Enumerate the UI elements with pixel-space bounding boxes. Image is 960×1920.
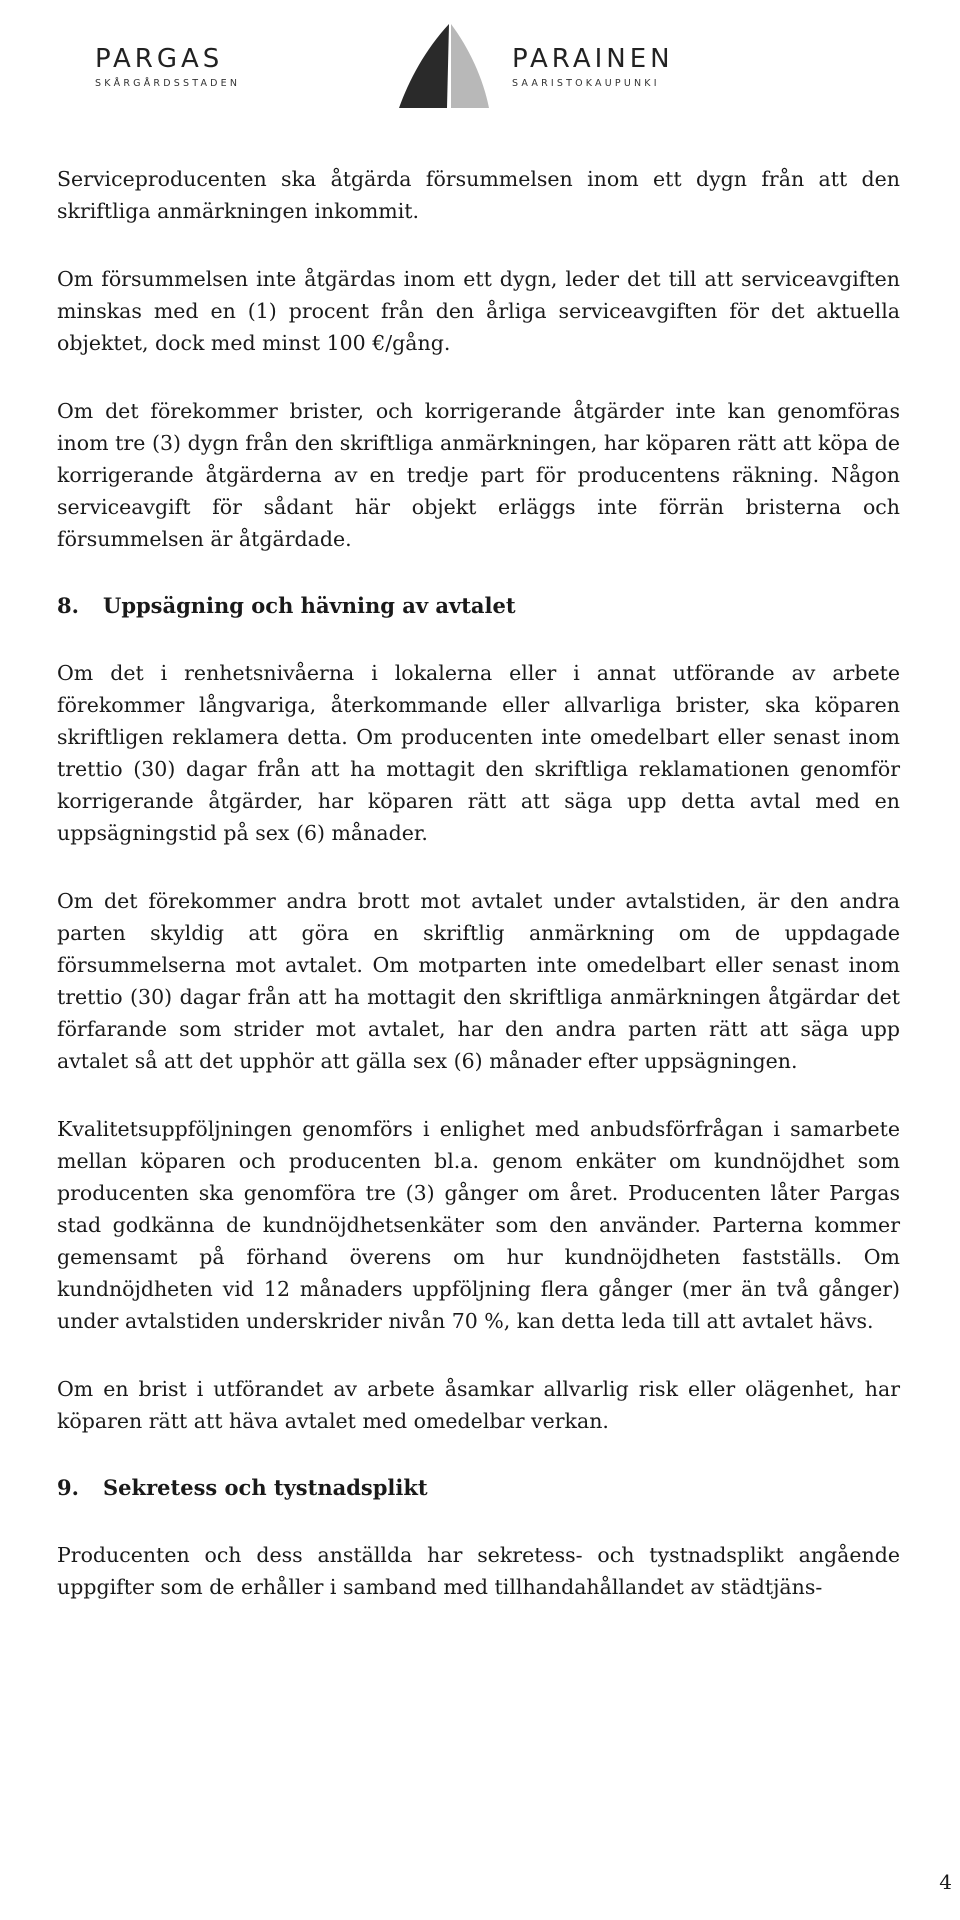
paragraph: Kvalitetsuppföljningen genomförs i enlighet med anbudsförfrågan i samarbete mellan köparen och producenten bl.a. genom enkäter om kundnöjdhet som producenten ska genomföra tre (3) gånger om året. Producenten låter Pargas stad godkänna de kundnöjdhetsenkäter som den använder. Parterna kommer gemensamt på förhand överens om hur kundnöjdheten fastställs. Om kundnöjdheten vid 12 månaders uppföljning flera gånger (mer än två gånger) under avtalstiden underskrider nivån 70 %, kan detta leda till att avtalet hävs. [57,1117,900,1333]
paragraph: Om det förekommer brister, och korrigerande åtgärder inte kan genomföras inom tre (3) dygn från den skriftliga anmärkningen, har köparen rätt att köpa de korrigerande åtgärderna av en tredje part för producentens räkning. Någon serviceavgift för sådant här objekt erläggs inte förrän bristerna och försummelsen är åtgärdade. [57,399,900,551]
section-number: 9. [57,1475,79,1500]
logo-sub-parainen: SAARISTOKAUPUNKI [512,78,660,89]
paragraph: Om försummelsen inte åtgärdas inom ett dygn, leder det till att serviceavgiften minskas med en (1) procent från den årliga serviceavgiften för det aktuella objektet, dock med minst 100 €/gång. [57,267,900,355]
logo-parainen [512,44,674,89]
logo-name-parainen: PARAINEN [512,44,674,74]
section-title: Uppsägning och hävning av avtalet [103,593,516,618]
page-number: 4 [939,1870,952,1894]
section-heading-8 [57,591,900,621]
document-body [57,163,900,1639]
logo-sub-pargas: SKÅRGÅRDSSTADEN [95,78,241,89]
paragraph: Serviceproducenten ska åtgärda försummelsen inom ett dygn från att den skriftliga anmärkningen inkommit. [57,167,900,223]
section-title: Sekretess och tystnadsplikt [103,1475,428,1500]
paragraph: Producenten och dess anställda har sekretess- och tystnadsplikt angående uppgifter som de erhåller i samband med tillhandahållandet av städtjäns- [57,1543,900,1599]
page-header [0,0,960,120]
sail-logo-icon [387,20,497,115]
section-number: 8. [57,593,79,618]
logo-name-pargas: PARGAS [95,44,224,74]
section-heading-9 [57,1473,900,1503]
paragraph: Om en brist i utförandet av arbete åsamkar allvarlig risk eller olägenhet, har köparen rätt att häva avtalet med omedelbar verkan. [57,1377,900,1433]
logo-pargas [95,44,240,89]
paragraph: Om det i renhetsnivåerna i lokalerna eller i annat utförande av arbete förekommer långvariga, återkommande eller allvarliga brister, ska köparen skriftligen reklamera detta. Om producenten inte omedelbart eller senast inom trettio (30) dagar från att ha mottagit den skriftliga reklamationen genomför korrigerande åtgärder, har köparen rätt att säga upp detta avtal med en uppsägningstid på sex (6) månader. [57,661,900,845]
paragraph: Om det förekommer andra brott mot avtalet under avtalstiden, är den andra parten skyldig att göra en skriftlig anmärkning om de uppdagade försummelserna mot avtalet. Om motparten inte omedelbart eller senast inom trettio (30) dagar från att ha mottagit den skriftliga anmärkningen åtgärdar det förfarande som strider mot avtalet, har den andra parten rätt att säga upp avtalet så att det upphör att gälla sex (6) månader efter uppsägningen. [57,889,900,1073]
